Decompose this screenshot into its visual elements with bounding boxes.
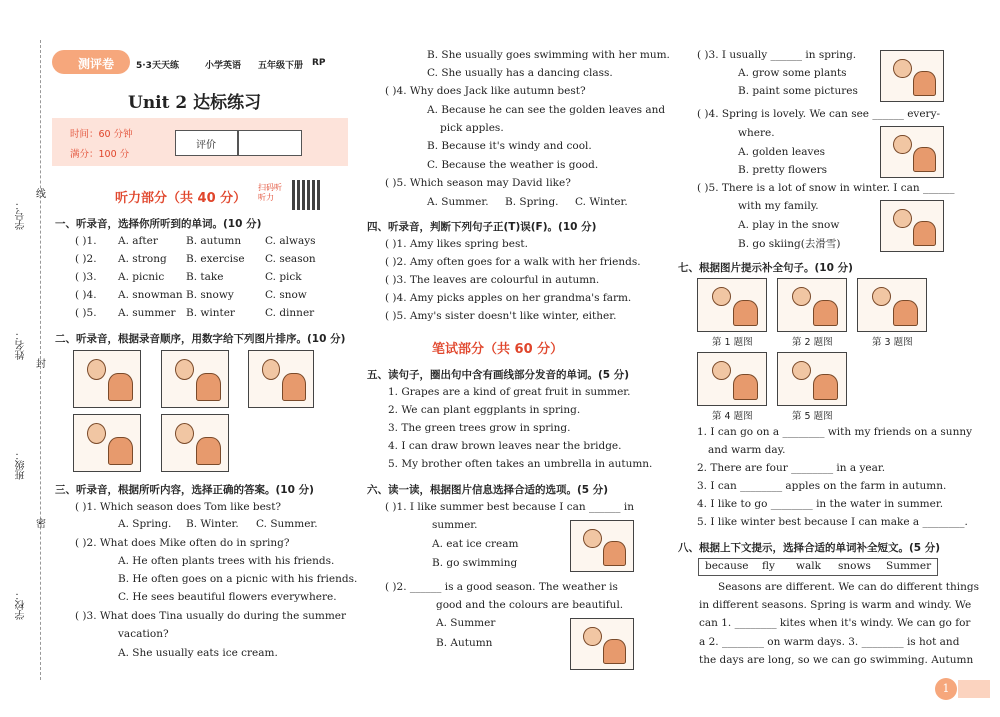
s6-q2-cont: good and the colours are beautiful.: [436, 599, 624, 611]
s8-line-1: Seasons are different. We can do different things: [718, 581, 979, 593]
s1-q1-a: A. after: [118, 235, 158, 247]
s6-q1: ( )1. I like summer best because I can ______ in: [385, 501, 634, 513]
section-6-heading: 六、读一读，根据图片信息选择合适的选项。(5 分): [367, 484, 609, 496]
s3-q4-a: A. Because he can see the golden leaves and: [427, 104, 666, 116]
section-7-heading: 七、根据图片提示补全句子。(10 分): [678, 262, 853, 274]
word-bank-item: because: [705, 560, 749, 572]
s7-picture-2: [777, 278, 847, 332]
s2-picture-4: [73, 414, 141, 472]
s7-picture-4: [697, 352, 767, 406]
s7-caption-4: 第 4 题图: [712, 411, 753, 422]
s1-q2-num: ( )2.: [75, 253, 97, 265]
s6-q3-b: B. paint some pictures: [738, 85, 858, 97]
s6-q5: ( )5. There is a lot of snow in winter. I can ______: [697, 182, 955, 194]
evaluation-divider: [237, 130, 239, 156]
section-8-heading: 八、根据上下文提示，选择合适的单词补全短文。(5 分): [678, 542, 941, 554]
s2-picture-2: [161, 350, 229, 408]
s4-item-3: ( )3. The leaves are colourful in autumn.: [385, 274, 600, 286]
s6-q5-b: B. go skiing(去滑雪): [738, 238, 841, 250]
s1-q2-a: A. strong: [118, 253, 167, 265]
s7-picture-3: [857, 278, 927, 332]
s6-q5-picture: [880, 200, 944, 252]
s3-q1-b: B. Winter.: [186, 518, 239, 530]
s5-item-3: 3. The green trees grow in spring.: [388, 422, 571, 434]
s3-q5-c: C. Winter.: [575, 196, 628, 208]
s6-q3-picture: [880, 50, 944, 102]
s7-item-4: 4. I like to go ________ in the water in summer.: [697, 498, 944, 510]
s6-q4: ( )4. Spring is lovely. We can see ______ every-: [697, 108, 941, 120]
evaluation-label: 评价: [196, 140, 216, 151]
scan-label: 扫码听听力: [258, 183, 282, 202]
s1-q3-num: ( )3.: [75, 271, 97, 283]
section-1-heading: 一、听录音，选择你所听到的单词。(10 分): [55, 218, 262, 230]
s2-picture-1: [73, 350, 141, 408]
time-label: 时间：60 分钟: [70, 129, 133, 140]
s2-picture-5: [161, 414, 229, 472]
s1-q4-num: ( )4.: [75, 289, 97, 301]
word-bank-item: walk: [796, 560, 821, 572]
s4-item-2: ( )2. Amy often goes for a walk with her friends.: [385, 256, 641, 268]
s7-caption-3: 第 3 题图: [872, 337, 913, 348]
s3-q3-cont: vacation?: [118, 628, 169, 640]
listening-section-title: 听力部分（共 40 分）: [115, 191, 247, 206]
qr-code-icon[interactable]: [292, 180, 322, 210]
s6-q1-b: B. go swimming: [432, 557, 518, 569]
s1-q1-c: C. always: [265, 235, 316, 247]
student-id-label: 学号：: [16, 200, 27, 230]
s6-q2-b: B. Autumn: [436, 637, 493, 649]
s4-item-5: ( )5. Amy's sister doesn't like winter, either.: [385, 310, 617, 322]
page-number: 1: [935, 678, 957, 700]
s7-caption-1: 第 1 题图: [712, 337, 753, 348]
s3-q3-a: A. She usually eats ice cream.: [118, 647, 278, 659]
s4-item-4: ( )4. Amy picks apples on her grandma's farm.: [385, 292, 632, 304]
s6-q4-cont: where.: [738, 127, 775, 139]
class-label: 班级：: [16, 450, 27, 480]
s3-q2: ( )2. What does Mike often do in spring?: [75, 537, 290, 549]
section-5-heading: 五、读句子，圈出句中含有画线部分发音的单词。(5 分): [367, 369, 630, 381]
s6-q5-cont: with my family.: [738, 200, 819, 212]
s6-q2: ( )2. ______ is a good season. The weather is: [385, 581, 618, 593]
s3-q1-c: C. Summer.: [256, 518, 318, 530]
s3-q2-a: A. He often plants trees with his friends.: [118, 555, 335, 567]
page-title: Unit 2 达标练习: [128, 93, 262, 113]
cut-mark: 线: [36, 189, 46, 200]
binding-margin: [0, 0, 52, 717]
s1-q2-b: B. exercise: [186, 253, 245, 265]
s1-q4-c: C. snow: [265, 289, 307, 301]
s3-q5-b: B. Spring.: [505, 196, 559, 208]
s3-q1-a: A. Spring.: [118, 518, 172, 530]
s6-q4-a: A. golden leaves: [738, 146, 826, 158]
s1-q5-b: B. winter: [186, 307, 235, 319]
word-bank-item: fly: [762, 560, 775, 572]
s6-q1-cont: summer.: [432, 519, 478, 531]
s3-q5-a: A. Summer.: [427, 196, 489, 208]
word-bank-item: Summer: [886, 560, 932, 572]
s1-q4-a: A. snowman: [118, 289, 183, 301]
s3-q4-c: C. Because the weather is good.: [427, 159, 599, 171]
s7-caption-2: 第 2 题图: [792, 337, 833, 348]
section-2-heading: 二、听录音，根据录音顺序，用数字给下列图片排序。(10 分): [55, 333, 346, 345]
score-label: 满分：100 分: [70, 149, 130, 160]
s3-q1: ( )1. Which season does Tom like best?: [75, 501, 282, 513]
badge-label: 测评卷: [78, 57, 115, 71]
cut-mark: 密: [36, 519, 46, 530]
s6-q2-a: A. Summer: [436, 617, 496, 629]
name-label: 姓名：: [16, 330, 27, 360]
edition-label: RP: [312, 58, 326, 68]
s7-item-1-cont: and warm day.: [708, 444, 786, 456]
s2-picture-3: [248, 350, 314, 408]
s1-q1-num: ( )1.: [75, 235, 97, 247]
s8-line-4: a 2. ________ on warm days. 3. ________ is hot and: [699, 636, 960, 648]
s6-q5-a: A. play in the snow: [738, 219, 840, 231]
s3-q3: ( )3. What does Tina usually do during the summer: [75, 610, 347, 622]
s1-q3-a: A. picnic: [118, 271, 165, 283]
section-4-heading: 四、听录音，判断下列句子正(T)误(F)。(10 分): [367, 221, 597, 233]
section-3-heading: 三、听录音，根据所听内容，选择正确的答案。(10 分): [55, 484, 314, 496]
page-tab: [958, 680, 990, 698]
cut-mark: 封: [36, 359, 46, 370]
s3-q3-c: C. She usually has a dancing class.: [427, 67, 613, 79]
s6-q1-a: A. eat ice cream: [432, 538, 519, 550]
s5-item-5: 5. My brother often takes an umbrella in autumn.: [388, 458, 653, 470]
s1-q2-c: C. season: [265, 253, 316, 265]
s3-q4: ( )4. Why does Jack like autumn best?: [385, 85, 586, 97]
s3-q2-b: B. He often goes on a picnic with his friends.: [118, 573, 358, 585]
s7-caption-5: 第 5 题图: [792, 411, 833, 422]
s7-item-1: 1. I can go on a ________ with my friends on a sunny: [697, 426, 973, 438]
s1-q4-b: B. snowy: [186, 289, 234, 301]
s8-line-2: in different seasons. Spring is warm and windy. We: [699, 599, 972, 611]
s6-q1-picture: [570, 520, 634, 572]
word-bank-item: snows: [838, 560, 871, 572]
s5-item-2: 2. We can plant eggplants in spring.: [388, 404, 581, 416]
series-label: 5·3天天练: [136, 61, 179, 71]
s3-q4-b: B. Because it's windy and cool.: [427, 140, 592, 152]
written-section-title: 笔试部分（共 60 分）: [432, 342, 564, 357]
s7-item-3: 3. I can ________ apples on the farm in autumn.: [697, 480, 947, 492]
s6-q4-picture: [880, 126, 944, 178]
s1-q5-num: ( )5.: [75, 307, 97, 319]
s4-item-1: ( )1. Amy likes spring best.: [385, 238, 528, 250]
school-label: 学校：: [16, 590, 27, 620]
s3-q3-b: B. She usually goes swimming with her mum.: [427, 49, 670, 61]
s7-item-5: 5. I like winter best because I can make a ________.: [697, 516, 968, 528]
s6-q3-a: A. grow some plants: [738, 67, 847, 79]
s3-q4-a-cont: pick apples.: [440, 122, 504, 134]
s1-q3-c: C. pick: [265, 271, 302, 283]
s7-picture-5: [777, 352, 847, 406]
s7-picture-1: [697, 278, 767, 332]
s5-item-1: 1. Grapes are a kind of great fruit in summer.: [388, 386, 631, 398]
s5-item-4: 4. I can draw brown leaves near the bridge.: [388, 440, 622, 452]
s1-q5-a: A. summer: [118, 307, 176, 319]
s1-q5-c: C. dinner: [265, 307, 315, 319]
s8-line-5: the days are long, so we can go swimming. Autumn: [699, 654, 974, 666]
s1-q3-b: B. take: [186, 271, 224, 283]
s6-q2-picture: [570, 618, 634, 670]
s6-q4-b: B. pretty flowers: [738, 164, 827, 176]
s3-q2-c: C. He sees beautiful flowers everywhere.: [118, 591, 337, 603]
s8-line-3: can 1. ________ kites when it's windy. We can go for: [699, 617, 971, 629]
s7-item-2: 2. There are four ________ in a year.: [697, 462, 886, 474]
grade-label: 五年级下册: [258, 61, 304, 71]
s3-q5: ( )5. Which season may David like?: [385, 177, 571, 189]
s6-q3: ( )3. I usually ______ in spring.: [697, 49, 857, 61]
s1-q1-b: B. autumn: [186, 235, 242, 247]
subject-label: 小学英语: [205, 61, 242, 71]
